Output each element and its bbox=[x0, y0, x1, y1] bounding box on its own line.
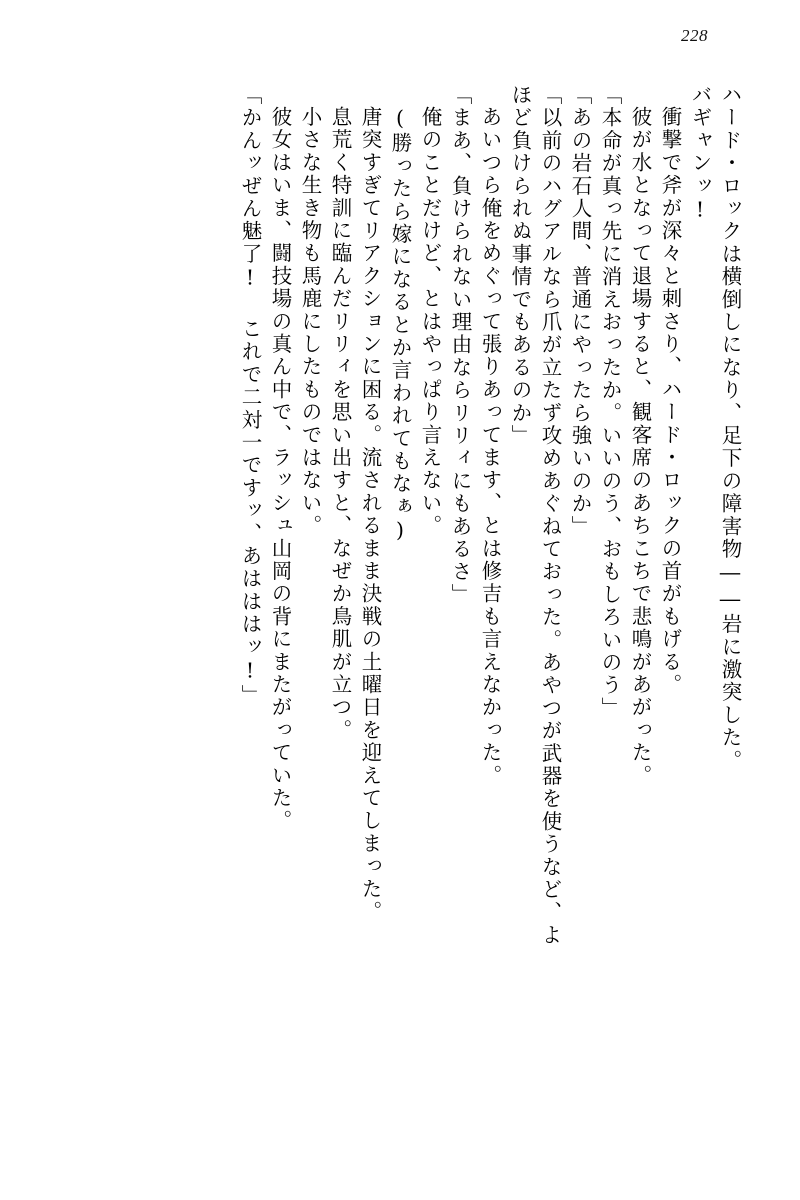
text-line: 「本命が真っ先に消えおったか。いいのう、おもしろいのう」 bbox=[598, 84, 622, 720]
text-line: 俺のことだけど、とはやっぱり言えない。 bbox=[418, 106, 442, 538]
text-line: ハード・ロックは横倒しになり、足下の障害物――岩に激突した。 bbox=[718, 84, 742, 772]
text-line: 「かんッぜん魅了! これで二対一ですッ、あはははッ!」 bbox=[238, 84, 262, 708]
vertical-text-body bbox=[58, 84, 740, 1140]
text-line: (勝ったら嫁になるとか言われてもなぁ) bbox=[388, 106, 412, 545]
text-line: 「以前のハグアルなら爪が立たず攻めあぐねておった。あやつが武器を使うなど、よ bbox=[538, 84, 562, 947]
text-line: 「あの岩石人間、普通にやったら強いのか」 bbox=[568, 84, 592, 538]
text-line: 小さな生き物も馬鹿にしたものではない。 bbox=[298, 106, 322, 538]
page-number: 228 bbox=[681, 26, 708, 45]
text-line: 衝撃で斧が深々と刺さり、ハード・ロックの首がもげる。 bbox=[658, 106, 682, 697]
text-line: 息荒く特訓に臨んだリリィを思い出すと、なぜか鳥肌が立つ。 bbox=[328, 106, 352, 742]
text-line: 唐突すぎてリアクションに困る。流されるまま決戦の土曜日を迎えてしまった。 bbox=[358, 106, 382, 924]
text-line: 彼が水となって退場すると、観客席のあちこちで悲鳴があがった。 bbox=[628, 106, 652, 787]
text-line: 彼女はいま、闘技場の真ん中で、ラッシュ山岡の背にまたがっていた。 bbox=[268, 106, 292, 833]
text-line: 「まあ、負けられない理由ならリリィにもあるさ」 bbox=[448, 84, 472, 607]
text-line: あいつら俺をめぐって張りあってます、とは修吉も言えなかった。 bbox=[478, 106, 502, 787]
text-line: ほど負けられぬ事情でもあるのか」 bbox=[508, 84, 532, 448]
text-line: バギャンッ! bbox=[688, 84, 712, 224]
